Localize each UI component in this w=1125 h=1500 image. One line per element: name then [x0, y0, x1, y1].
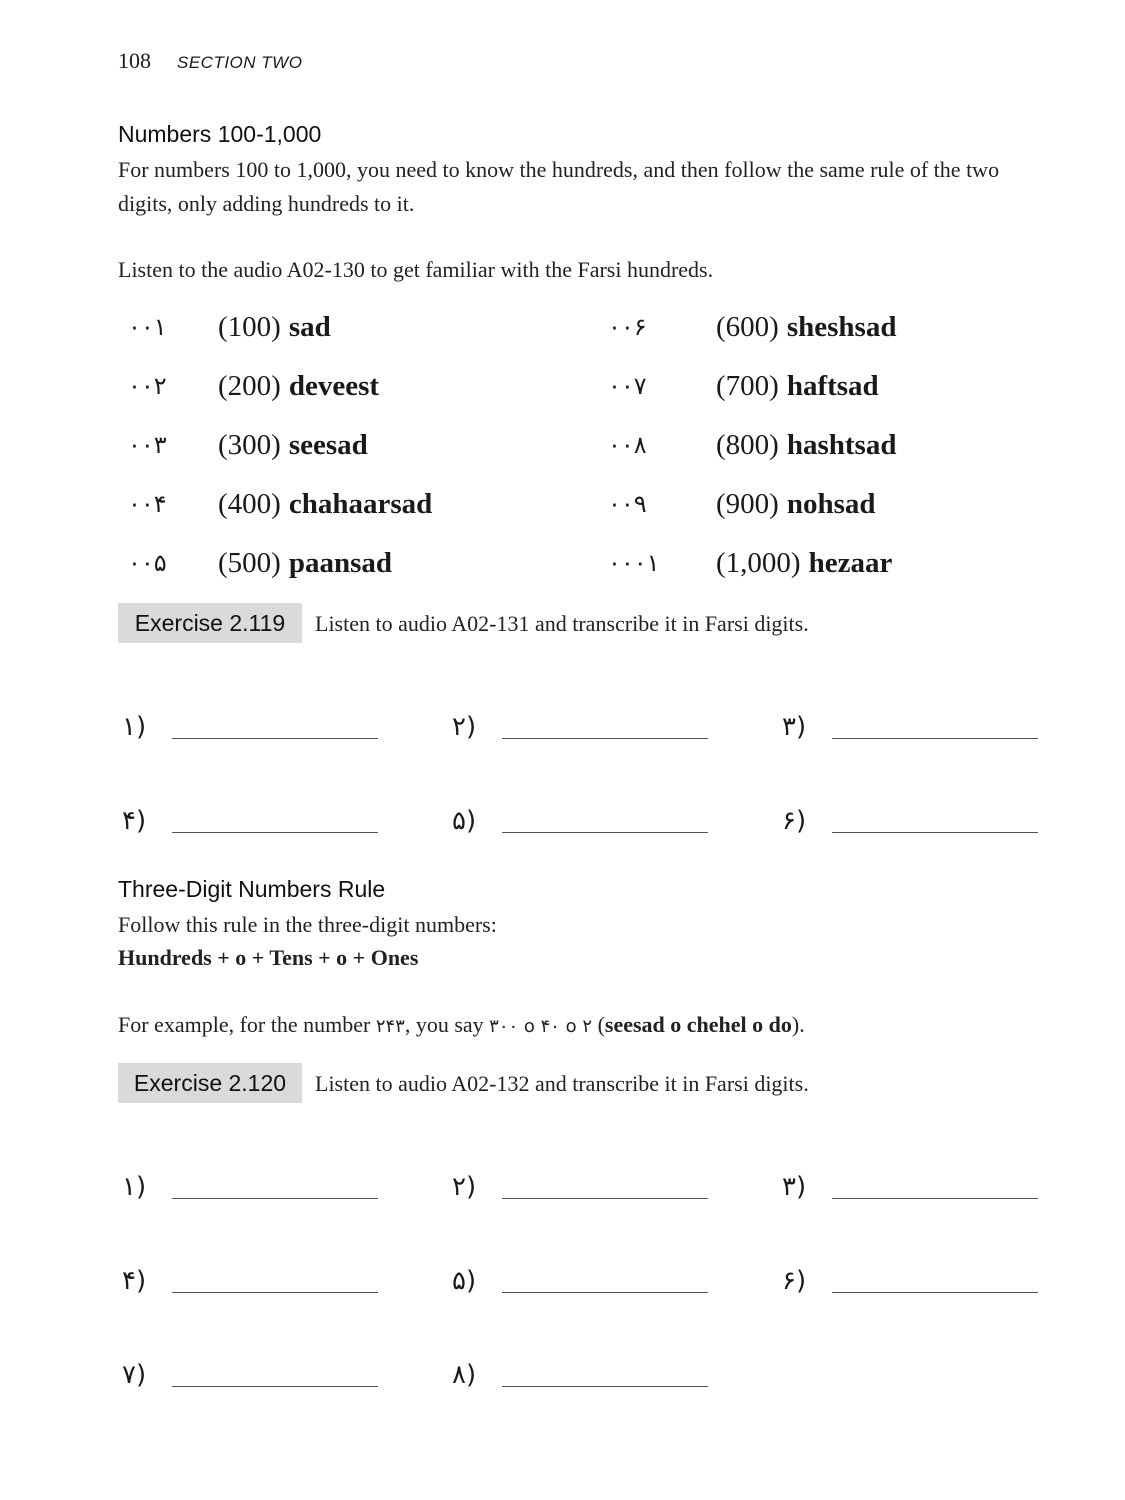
farsi-numeral: ۸۰۰ [608, 431, 647, 459]
answer-blank[interactable] [832, 1292, 1038, 1293]
exercise-instruction: Listen to audio A02-131 and transcribe it in Farsi digits. [315, 611, 809, 636]
section-heading-numbers-100-1000: Numbers 100-1,000 [118, 121, 322, 147]
farsi-numeral: ۹۰۰ [608, 490, 647, 518]
farsi-numeral: ۲۰۰ [128, 372, 167, 400]
hundreds-row [608, 543, 892, 583]
item-number: ۵) [452, 1266, 477, 1296]
answer-blank[interactable] [502, 738, 708, 739]
hundreds-row [128, 307, 331, 347]
section-heading-three-digit-rule: Three-Digit Numbers Rule [118, 876, 386, 902]
answer-blank[interactable] [832, 1198, 1038, 1199]
arabic-numeral: (500) [218, 546, 281, 579]
farsi-numeral: ۳۰۰ [128, 431, 167, 459]
answer-blank[interactable] [502, 1292, 708, 1293]
farsi-numeral: ۴۰۰ [128, 490, 167, 518]
example-number: ۲۴۳ [375, 1016, 405, 1037]
rule-formula: Hundreds + o + Tens + o + Ones [118, 945, 419, 970]
item-number: ۲) [452, 1172, 477, 1202]
hundreds-row [128, 425, 368, 465]
item-number: ۳) [782, 712, 807, 742]
item-number: ۴) [122, 806, 147, 836]
answer-blank[interactable] [172, 1198, 378, 1199]
answer-blank[interactable] [172, 738, 378, 739]
answer-blank[interactable] [502, 1198, 708, 1199]
item-number: ۱) [122, 712, 147, 742]
exercise-instruction: Listen to audio A02-132 and transcribe it in Farsi digits. [315, 1071, 809, 1096]
farsi-word: sheshsad [786, 310, 897, 343]
arabic-numeral: (300) [218, 428, 281, 461]
example-farsi: ۳۰۰ o ۴۰ o ۲ [489, 1016, 593, 1037]
exercise-badge-2-120: Exercise 2.120 [118, 1063, 302, 1103]
listen-instruction: Listen to the audio A02-130 to get familiar with the Farsi hundreds. [118, 257, 714, 282]
answer-blank[interactable] [172, 1386, 378, 1387]
item-number: ۶) [782, 806, 807, 836]
example-prefix: For example, for the number [118, 1012, 376, 1037]
arabic-numeral: (900) [716, 487, 779, 520]
arabic-numeral: (100) [218, 310, 281, 343]
farsi-numeral: ۱۰۰۰ [608, 549, 660, 577]
hundreds-row [128, 366, 379, 406]
example-open: ( [592, 1012, 605, 1037]
running-head: SECTION TWO [177, 53, 303, 72]
page-number: 108 [118, 48, 151, 73]
hundreds-row [608, 307, 896, 347]
farsi-word: chahaarsad [288, 487, 433, 520]
arabic-numeral: (400) [218, 487, 281, 520]
item-number: ۵) [452, 806, 477, 836]
arabic-numeral: (700) [716, 369, 779, 402]
farsi-numeral: ۶۰۰ [608, 313, 647, 341]
rule-intro: Follow this rule in the three-digit numbers: [118, 912, 497, 937]
example-sentence [118, 1008, 1048, 1044]
item-number: ۷) [122, 1360, 147, 1390]
item-number: ۸) [452, 1360, 477, 1390]
arabic-numeral: (200) [218, 369, 281, 402]
answer-blank[interactable] [502, 1386, 708, 1387]
farsi-word: hashtsad [786, 428, 897, 461]
farsi-word: deveest [288, 369, 380, 402]
item-number: ۶) [782, 1266, 807, 1296]
farsi-word: paansad [288, 546, 392, 579]
farsi-numeral: ۵۰۰ [128, 549, 167, 577]
example-mid: , you say [404, 1012, 490, 1037]
hundreds-row [128, 484, 432, 524]
hundreds-row [608, 484, 876, 524]
answer-blank[interactable] [832, 832, 1038, 833]
hundreds-row [608, 366, 879, 406]
item-number: ۴) [122, 1266, 147, 1296]
hundreds-row [128, 543, 392, 583]
example-transliteration: seesad o chehel o do [604, 1012, 792, 1037]
hundreds-row [608, 425, 896, 465]
farsi-word: sad [288, 310, 331, 343]
farsi-word: hezaar [808, 546, 893, 579]
answer-blank[interactable] [172, 832, 378, 833]
farsi-word: haftsad [786, 369, 879, 402]
answer-blank[interactable] [172, 1292, 378, 1293]
section-intro-paragraph: For numbers 100 to 1,000, you need to know the hundreds, and then follow the same rule of the two digits, only adding hundreds to it. [118, 157, 1000, 216]
item-number: ۳) [782, 1172, 807, 1202]
arabic-numeral: (600) [716, 310, 779, 343]
answer-blank[interactable] [832, 738, 1038, 739]
answer-blank[interactable] [502, 832, 708, 833]
farsi-numeral: ۷۰۰ [608, 372, 647, 400]
farsi-word: nohsad [786, 487, 876, 520]
item-number: ۲) [452, 712, 477, 742]
item-number: ۱) [122, 1172, 147, 1202]
exercise-badge-2-119: Exercise 2.119 [118, 603, 302, 643]
farsi-numeral: ۱۰۰ [128, 313, 167, 341]
arabic-numeral: (800) [716, 428, 779, 461]
farsi-word: seesad [288, 428, 368, 461]
arabic-numeral: (1,000) [716, 546, 801, 579]
example-close: ). [791, 1012, 805, 1037]
